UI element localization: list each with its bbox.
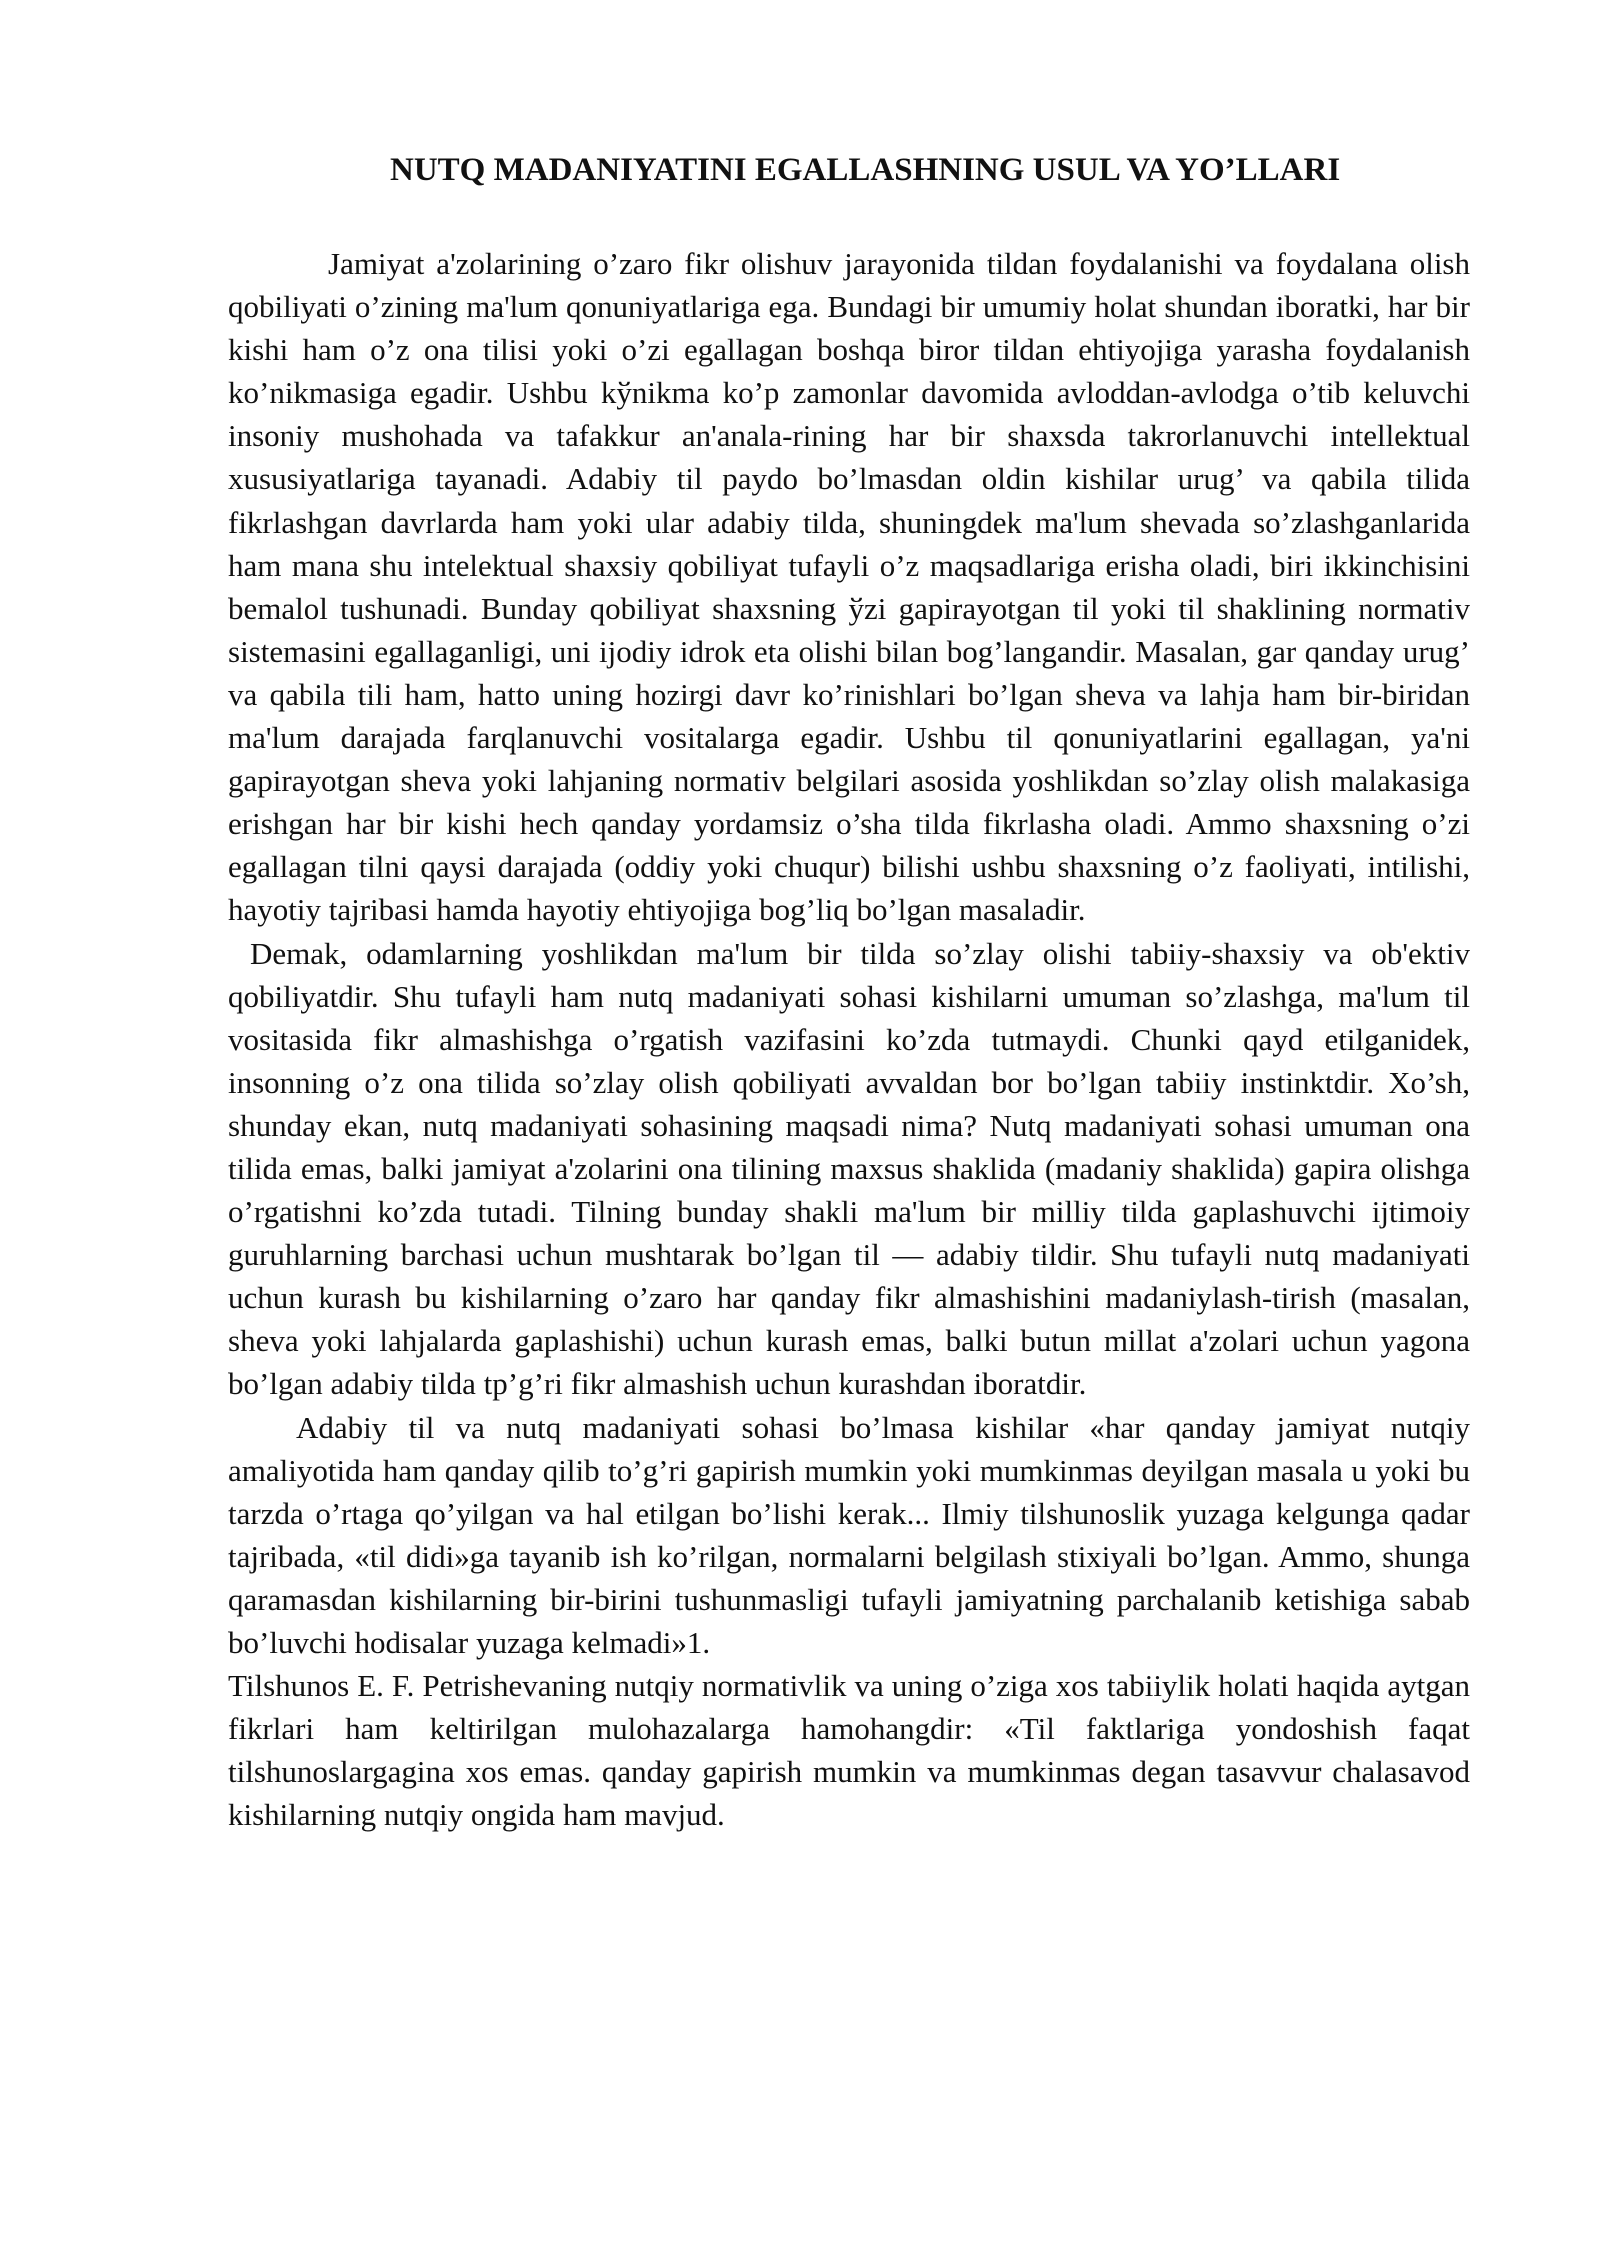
paragraph-3: Adabiy til va nutq madaniyati sohasi bo’lmasa kishilar «har qanday jamiyat nutqiy amaliyotida ham qanday qilib to’g’ri gapirish mumkin yoki mumkinmas deyilgan masala u yoki bu tarzda o’rtaga qo’yilgan va hal etilgan bo’lishi kerak... Ilmiy tilshunoslik yuzaga kelgunga qadar tajribada, «til didi»ga tayanib ish ko’rilgan, normalarni belgilash stixiyali bo’lgan. Ammo, shunga qaramasdan kishilarning bir-birini tushunmasligi tufayli jamiyatning parchalanib ketishiga sabab bo’luvchi hodisalar yuzaga kelmadi»1.: [228, 1409, 1470, 1660]
document-page: [228, 150, 1470, 1836]
paragraph-1: Jamiyat a'zolarining o’zaro fikr olishuv jarayonida tildan foydalanishi va foydalana olish qobiliyati o’zining ma'lum qonuniyatlariga ega. Bundagi bir umumiy holat shundan iboratki, har bir kishi ham o’z ona tilisi yoki o’zi egallagan boshqa biror tildan ehtiyojiga yarasha foydalanish ko’nikmasiga egadir. Ushbu kўnikma ko’p zamonlar davomida avloddan-avlodga o’tib keluvchi insoniy mushohada va tafakkur an'anala-rining har bir shaxsda takrorlanuvchi intellektual xususiyatlariga tayanadi. Adabiy til paydo bo’lmasdan oldin kishilar urug’ va qabila tilida fikrlashgan davrlarda ham yoki ular adabiy tilda, shuningdek ma'lum shevada so’zlashganlarida ham mana shu intelektual shaxsiy qobiliyat tufayli o’z maqsadlariga erisha oladi, biri ikkinchisini bemalol tushunadi. Bunday qobiliyat shaxsning ўzi gapirayotgan til yoki til shaklining normativ sistemasini egallaganligi, uni ijodiy idrok eta olishi bilan bog’langandir. Masalan, gar qanday urug’ va qabila tili ham, hatto uning hozirgi davr ko’rinishlari bo’lgan sheva va lahja ham bir-biridan ma'lum darajada farqlanuvchi vositalarga egadir. Ushbu til qonuniyatlarini egallagan, ya'ni gapirayotgan sheva yoki lahjaning normativ belgilari asosida yoshlikdan so’zlay olish malakasiga erishgan har bir kishi hech qanday yordamsiz o’sha tilda fikrlasha oladi. Ammo shaxsning o’zi egallagan tilni qaysi darajada (oddiy yoki chuqur) bilishi ushbu shaxsning o’z faoliyati, intilishi, hayotiy tajribasi hamda hayotiy ehtiyojiga bog’liq bo’lgan masaladir.: [228, 246, 1470, 928]
paragraph-4: Tilshunos E. F. Petrishevaning nutqiy normativlik va uning o’ziga xos tabiiylik holati haqida aytgan fikrlari ham keltirilgan mulohazalarga hamohangdir: «Til faktlariga yondoshish faqat tilshunoslargagina xos emas. qanday gapirish mumkin va mumkinmas degan tasavvur chalasavod kishilarning nutqiy ongida ham mavjud.: [228, 1668, 1470, 1833]
paragraph-2: Demak, odamlarning yoshlikdan ma'lum bir tilda so’zlay olishi tabiiy-shaxsiy va ob'ektiv qobiliyatdir. Shu tufayli ham nutq madaniyati sohasi kishilarni umuman so’zlashga, ma'lum til vositasida fikr almashishga o’rgatish vazifasini ko’zda tutmaydi. Chunki qayd etilganidek, insonning o’z ona tilida so’zlay olish qobiliyati avvaldan bor bo’lgan tabiiy instinktdir. Xo’sh, shunday ekan, nutq madaniyati sohasining maqsadi nima? Nutq madaniyati sohasi umuman ona tilida emas, balki jamiyat a'zolarini ona tilining maxsus shaklida (madaniy shaklida) gapira olishga o’rgatishni ko’zda tutadi. Tilning bunday shakli ma'lum bir milliy tilda gaplashuvchi ijtimoiy guruhlarning barchasi uchun mushtarak bo’lgan til — adabiy tildir. Shu tufayli nutq madaniyati uchun kurash bu kishilarning o’zaro har qanday fikr almashishini madaniylash-tirish (masalan, sheva yoki lahjalarda gaplashishi) uchun kurash emas, balki butun millat a'zolari uchun yagona bo’lgan adabiy tilda tp’g’ri fikr almashish uchun kurashdan iboratdir.: [228, 935, 1470, 1402]
document-title: NUTQ MADANIYATINI EGALLASHNING USUL VA YO’LLARI: [390, 152, 1341, 188]
